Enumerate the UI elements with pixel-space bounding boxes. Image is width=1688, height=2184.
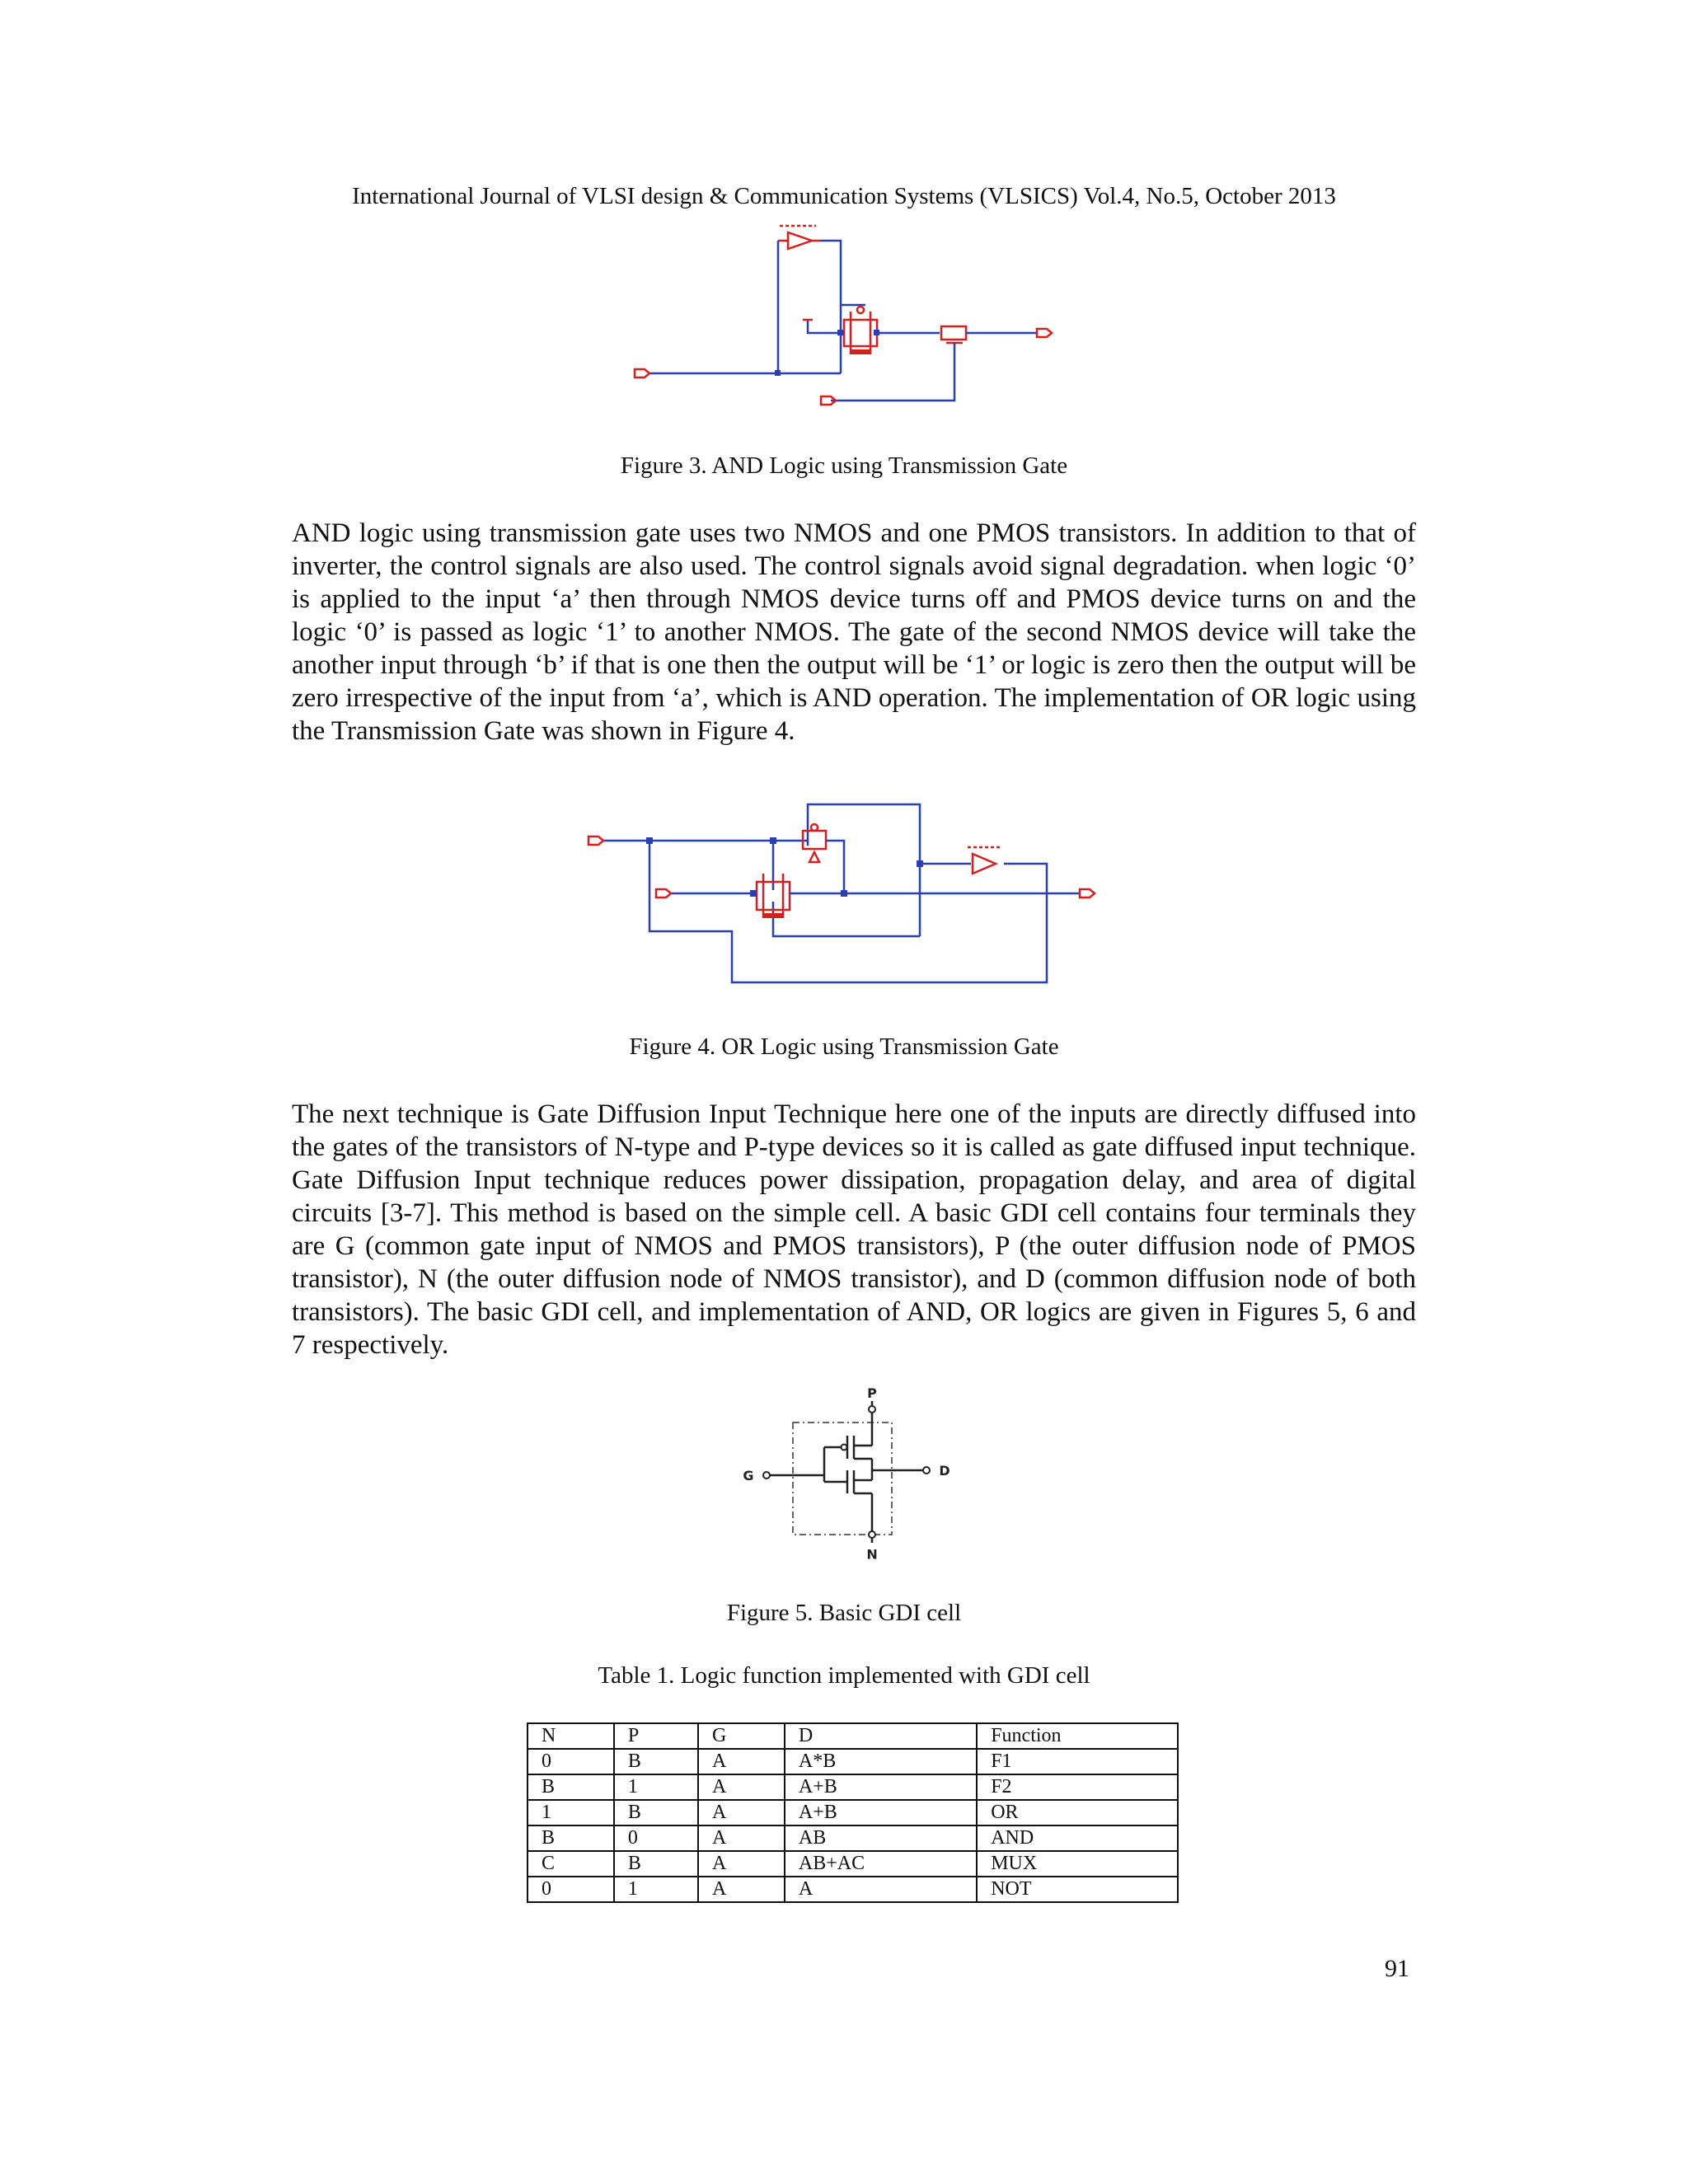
table-cell: A (698, 1800, 785, 1825)
fig4-output-pin (1080, 889, 1095, 898)
table-cell: AB (785, 1825, 977, 1851)
table-cell: A*B (785, 1749, 977, 1774)
table-header-cell: N (528, 1723, 614, 1749)
table-cell: AND (977, 1825, 1178, 1851)
table-cell: A+B (785, 1800, 977, 1825)
figure-5-gdi-cell (734, 1385, 973, 1571)
journal-header: International Journal of VLSI design & Communication Systems (VLSICS) Vol.4, No.5, October 2013 (352, 183, 1336, 209)
table-cell: OR (977, 1800, 1178, 1825)
table-header-row (528, 1723, 1178, 1749)
table-1-caption: Table 1. Logic function implemented with GDI cell (598, 1662, 1090, 1689)
fig3-output-pin (1037, 329, 1052, 337)
gdi-terminal-p: P (867, 1385, 877, 1401)
paragraph-gdi-technique (292, 1098, 1416, 1361)
figure-4-schematic (592, 798, 1103, 987)
fig3-input-a-pin (635, 369, 649, 377)
figure-4-caption: Figure 4. OR Logic using Transmission Gate (629, 1033, 1059, 1060)
table-header-cell: Function (977, 1723, 1178, 1749)
table-row (528, 1825, 1178, 1851)
table-cell: AB+AC (785, 1851, 977, 1877)
table-cell: C (528, 1851, 614, 1877)
table-row (528, 1877, 1178, 1902)
table-cell: A (698, 1825, 785, 1851)
table-row (528, 1800, 1178, 1825)
table-row (528, 1774, 1178, 1800)
table-cell: A (698, 1774, 785, 1800)
table-cell: NOT (977, 1877, 1178, 1902)
fig4-input-a-pin (588, 837, 603, 845)
table-row (528, 1749, 1178, 1774)
table-row (528, 1851, 1178, 1877)
table-cell: MUX (977, 1851, 1178, 1877)
gdi-terminal-g: G (743, 1468, 754, 1483)
fig3-transmission-gate (844, 307, 877, 354)
figure-5-caption: Figure 5. Basic GDI cell (726, 1600, 962, 1626)
table-cell: 0 (528, 1749, 614, 1774)
table-cell: 0 (528, 1877, 614, 1902)
table-header-cell: G (698, 1723, 785, 1749)
table-cell: 1 (614, 1774, 698, 1800)
table-header-cell: D (785, 1723, 977, 1749)
page-number: 91 (1385, 1955, 1409, 1982)
table-cell: A+B (785, 1774, 977, 1800)
table-cell: F1 (977, 1749, 1178, 1774)
fig3-inverter (778, 226, 821, 249)
table-cell: B (614, 1749, 698, 1774)
table-cell: B (528, 1825, 614, 1851)
table-1-gdi-functions (527, 1722, 1179, 1903)
figure-3-caption: Figure 3. AND Logic using Transmission Gate (620, 452, 1068, 479)
table-cell: A (698, 1877, 785, 1902)
table-cell: A (785, 1877, 977, 1902)
gdi-terminal-d: D (939, 1463, 950, 1479)
fig4-input-b-pin (656, 889, 671, 898)
fig3-nmos-b (941, 326, 966, 343)
table-header-cell: P (614, 1723, 698, 1749)
table-cell: 1 (614, 1877, 698, 1902)
table-cell: A (698, 1749, 785, 1774)
table-cell: F2 (977, 1774, 1178, 1800)
table-cell: B (614, 1800, 698, 1825)
paragraph-1-text: AND logic using transmission gate uses two NMOS and one PMOS transistors. In addition to that of inverter, the control signals are also used. The control signals avoid signal degradation. when logic ‘0’ is applied to the input ‘a’ then through NMOS device turns off and PMOS device turns on and the logic ‘0’ is passed as logic ‘1’ to another NMOS. The gate of the second NMOS device will take the another input through ‘b’ if that is one then the output will be ‘1’ or logic is zero then the output will be zero irrespective of the input from ‘a’, which is AND operation. The implementation of OR logic using the Transmission Gate was shown in Figure 4. (292, 518, 1416, 746)
paragraph-2-text: The next technique is Gate Diffusion Input Technique here one of the inputs are directly diffused into the gates of the transistors of N-type and P-type devices so it is called as gate diffused input technique. Gate Diffusion Input technique reduces power dissipation, propagation delay, and area of digital circuits [3-7]. This method is based on the simple cell. A basic GDI cell contains four terminals they are G (common gate input of NMOS and PMOS transistors), P (the outer diffusion node of PMOS transistor), N (the outer diffusion node of NMOS transistor), and D (common diffusion node of both transistors). The basic GDI cell, and implementation of AND, OR logics are given in Figures 5, 6 and 7 respectively. (292, 1099, 1416, 1360)
gdi-terminal-n: N (866, 1546, 878, 1562)
table-cell: B (528, 1774, 614, 1800)
table-cell: 1 (528, 1800, 614, 1825)
table-cell: A (698, 1851, 785, 1877)
figure-3-schematic (643, 221, 1088, 410)
paragraph-and-logic (292, 517, 1416, 748)
table-cell: B (614, 1851, 698, 1877)
fig4-inverter (968, 847, 1001, 874)
fig4-pmos-top (803, 824, 826, 862)
table-cell: 0 (614, 1825, 698, 1851)
